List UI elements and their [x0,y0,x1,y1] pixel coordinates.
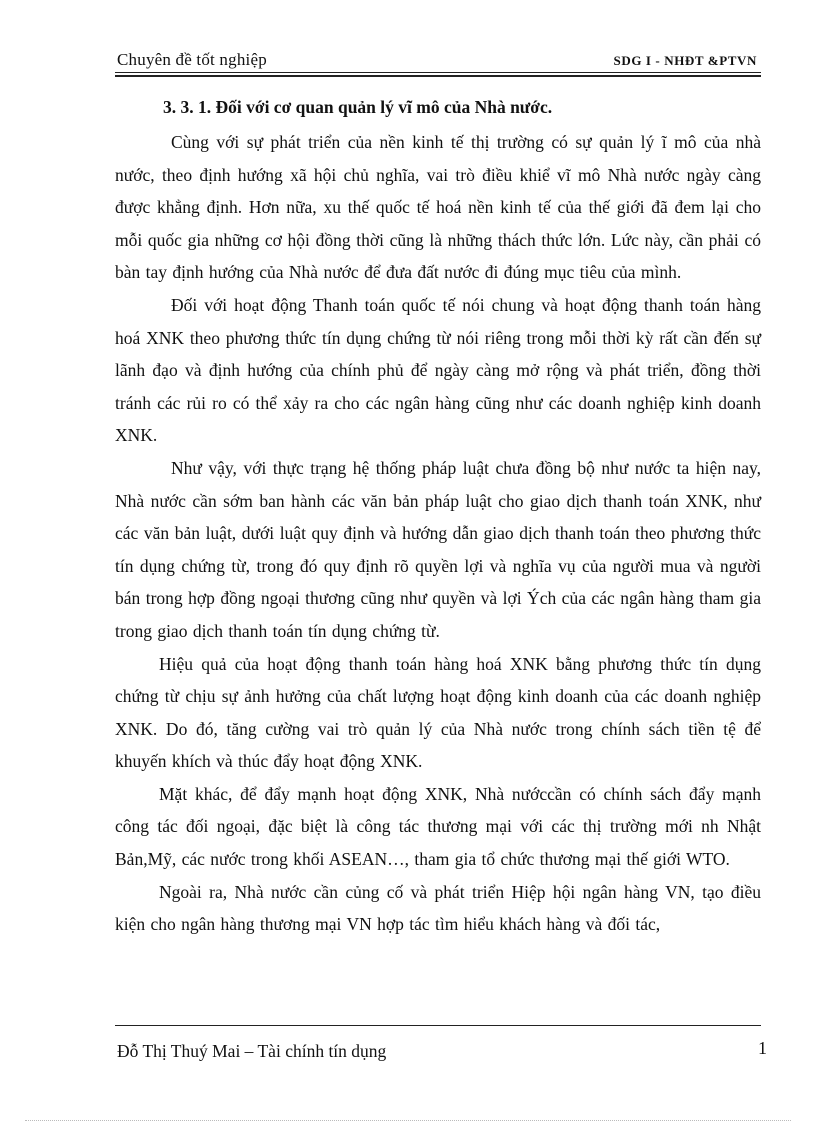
paragraph: Ngoài ra, Nhà nước cần củng cố và phát triển Hiệp hội ngân hàng VN, tạo điều kiện cho ngân hàng thương mại VN hợp tác tìm hiểu khách hàng và đối tác, [115,881,761,935]
paragraph: Như vậy, với thực trạng hệ thống pháp luật chưa đồng bộ như nước ta hiện nay, Nhà nước cần sớm ban hành các văn bản pháp luật cho giao dịch thanh toán XNK, như các văn bản luật, dưới luật quy định và hướng dẫn giao dịch thanh toán theo phương thức tín dụng chứng từ, trong đó quy định rõ quyền lợi và nghĩa vụ của người mua và người bán trong hợp đồng ngoại thương cũng như quyền và lợi Ých của các ngân hàng tham gia trong giao dịch thanh toán tín dụng chứng từ. [115,457,761,641]
paragraph: Mặt khác, để đẩy mạnh hoạt động XNK, Nhà nướccần có chính sách đẩy mạnh công tác đối ngoại, đặc biệt là công tác thương mại với các thị trường mới nh Nhật Bản,Mỹ, các nước trong khối ASEAN…, tham gia tổ chức thương mại thế giới WTO. [115,783,761,870]
page-edge-divider [25,1120,791,1121]
section-heading: 3. 3. 1. Đối với cơ quan quản lý vĩ mô của Nhà nước. [163,97,553,117]
header-rule-thick [115,75,761,77]
footer-author: Đỗ Thị Thuý Mai – Tài chính tín dụng [117,1041,387,1061]
footer-rule [115,1025,761,1026]
header-document-type: Chuyên đề tốt nghiệp [117,50,267,69]
page-number: 1 [758,1038,767,1058]
page-body [115,94,761,941]
paragraph: Cùng với sự phát triển của nền kinh tế thị trường có sự quản lý ĩ mô của nhà nước, theo định hướng xã hội chủ nghĩa, vai trò điều khiể vĩ mô Nhà nước ngày càng được khẳng định. Hơn nữa, xu thế quốc tế hoá nền kinh tế của thế giới đã đem lại cho mỗi quốc gia những cơ hội đồng thời cũng là những thách thức lớn. Lức này, cần phải có bàn tay định hướng của Nhà nước để đưa đất nước đi đúng mục tiêu của mình. [115,132,761,283]
paragraph: Đối với hoạt động Thanh toán quốc tế nói chung và hoạt động thanh toán hàng hoá XNK theo phương thức tín dụng chứng từ nói riêng trong mỗi thời kỳ rất cần đến sự lãnh đạo và định hướng của chính phủ để ngày càng mở rộng và phát triển, đồng thời tránh các rủi ro có thể xảy ra cho các ngân hàng cũng như các doanh nghiệp kinh doanh XNK. [115,294,761,446]
header-class-code: SDG I - NHĐT &PTVN [613,53,757,68]
header-rule-thin [115,72,761,73]
paragraph: Hiệu quả của hoạt động thanh toán hàng hoá XNK bằng phương thức tín dụng chứng từ chịu sự ảnh hưởng của chất lượng hoạt động kinh doanh của các doanh nghiệp XNK. Do đó, tăng cường vai trò quản lý của Nhà nước trong chính sách tiền tệ để khuyến khích và thúc đẩy hoạt động XNK. [115,653,761,772]
